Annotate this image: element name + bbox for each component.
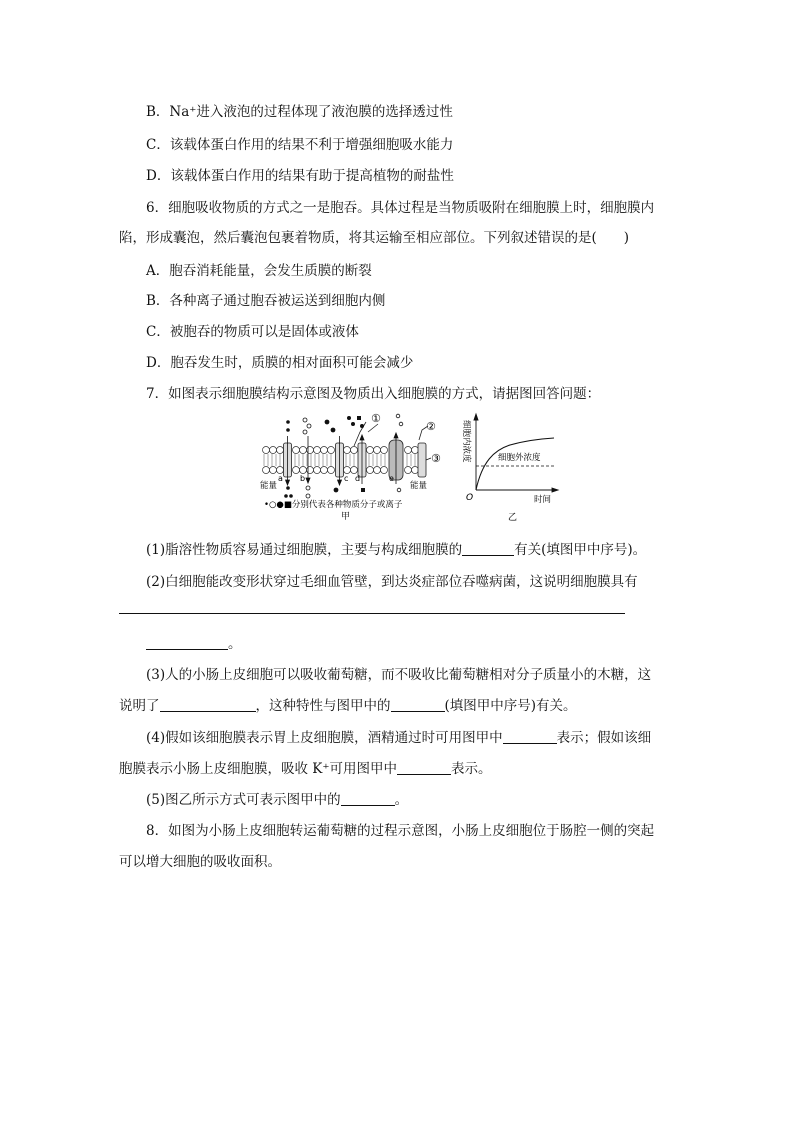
q7-part3-blank1[interactable]: [160, 697, 256, 712]
q6-option-b: B．各种离子通过胞吞被运送到细胞内侧: [146, 293, 386, 309]
q7-part2-end: [146, 635, 242, 653]
molecule-caption: •○●■分别代表各种物质分子或离子: [264, 500, 403, 510]
inside-concentration-curve: [476, 438, 554, 490]
q6-option-d: D．胞吞发生时，质膜的相对面积可能会减少: [146, 355, 414, 371]
q7-part4-line1: [146, 729, 651, 747]
q7-part3-text-c: ，这种特性与图甲中的: [255, 698, 391, 714]
q7-part2-period: 。: [228, 636, 242, 652]
q8-line2: 可以增大细胞的吸收面积。: [119, 854, 281, 870]
membrane-diagram: [258, 410, 448, 520]
q7-part3-blank2[interactable]: [391, 697, 445, 712]
energy-label-left: 能量: [260, 481, 278, 491]
q7-part4-text-d: 表示。: [451, 761, 492, 777]
label-3: ③: [431, 452, 441, 465]
q7-part1: [146, 541, 646, 559]
letter-c: c: [344, 474, 349, 483]
label-1: ①: [371, 412, 381, 425]
q7-part2-blank[interactable]: [146, 635, 228, 650]
q5-option-d: D．该载体蛋白作用的结果有助于提高植物的耐盐性: [146, 168, 454, 184]
q7-part3-text-b: 说明了: [119, 698, 160, 714]
q7-part4-text-b: 表示；假如该细: [556, 730, 652, 746]
q7-part3-line2: [119, 697, 577, 715]
label-2: ②: [426, 420, 436, 433]
y-axis-label: 细胞内浓度: [461, 420, 471, 463]
concentration-graph: [452, 412, 562, 524]
panel-label-yi: 乙: [508, 513, 518, 523]
x-axis-label: 时间: [534, 495, 552, 505]
q7-part4-line2: [119, 760, 492, 778]
q6-option-c: C．被胞吞的物质可以是固体或液体: [146, 324, 359, 340]
q5-option-b: B．Na⁺进入液泡的过程体现了液泡膜的选择透过性: [146, 104, 453, 120]
origin-label: O: [466, 493, 474, 503]
q7-part2-blank-line[interactable]: [119, 613, 625, 614]
q6-stem-line2: 陷，形成囊泡，然后囊泡包裹着物质，将其运输至相应部位。下列叙述错误的是( ): [119, 230, 630, 246]
letter-d: d: [355, 474, 361, 483]
q7-part1-blank[interactable]: [462, 541, 514, 556]
q6-stem-line1: 6．细胞吸收物质的方式之一是胞吞。具体过程是当物质吸附在细胞膜上时，细胞膜内: [146, 200, 655, 216]
q5-option-c: C．该载体蛋白作用的结果不利于增强细胞吸水能力: [146, 137, 454, 153]
q7-part5-text-a: (5)图乙所示方式可表示图甲中的: [146, 792, 341, 808]
q7-part5: [146, 791, 408, 809]
q8-line1: 8．如图为小肠上皮细胞转运葡萄糖的过程示意图，小肠上皮细胞位于肠腔一侧的突起: [146, 823, 655, 839]
q7-stem: 7．如图表示细胞膜结构示意图及物质出入细胞膜的方式，请据图回答问题：: [146, 386, 601, 402]
panel-label-jia: 甲: [341, 512, 351, 520]
q7-part3-text-d: (填图甲中序号)有关。: [444, 698, 577, 714]
letter-a: a: [278, 474, 283, 483]
letter-e: e: [389, 474, 394, 483]
q6-option-a: A．胞吞消耗能量，会发生质膜的断裂: [146, 263, 372, 279]
q7-part4-blank1[interactable]: [503, 729, 557, 744]
energy-label-right: 能量: [410, 481, 428, 491]
q7-part4-text-c: 胞膜表示小肠上皮细胞膜，吸收 K⁺可用图甲中: [119, 761, 398, 777]
q7-part5-blank[interactable]: [341, 791, 395, 806]
q7-part4-text-a: (4)假如该细胞膜表示胃上皮细胞膜，酒精通过时可用图甲中: [146, 730, 503, 746]
q7-part2: (2)白细胞能改变形状穿过毛细血管壁，到达炎症部位吞噬病菌，这说明细胞膜具有: [146, 574, 638, 590]
q7-part5-text-b: 。: [394, 792, 409, 808]
q7-part1-text-b: 有关(填图甲中序号)。: [514, 542, 647, 558]
q7-part3-line1: (3)人的小肠上皮细胞可以吸收葡萄糖，而不吸收比葡萄糖相对分子质量小的木糖，这: [146, 667, 652, 683]
outside-concentration-label: 细胞外浓度: [498, 453, 541, 463]
q7-part4-blank2[interactable]: [397, 760, 451, 775]
letter-b: b: [300, 474, 306, 483]
q7-part1-text-a: (1)脂溶性物质容易通过细胞膜，主要与构成细胞膜的: [146, 542, 463, 558]
